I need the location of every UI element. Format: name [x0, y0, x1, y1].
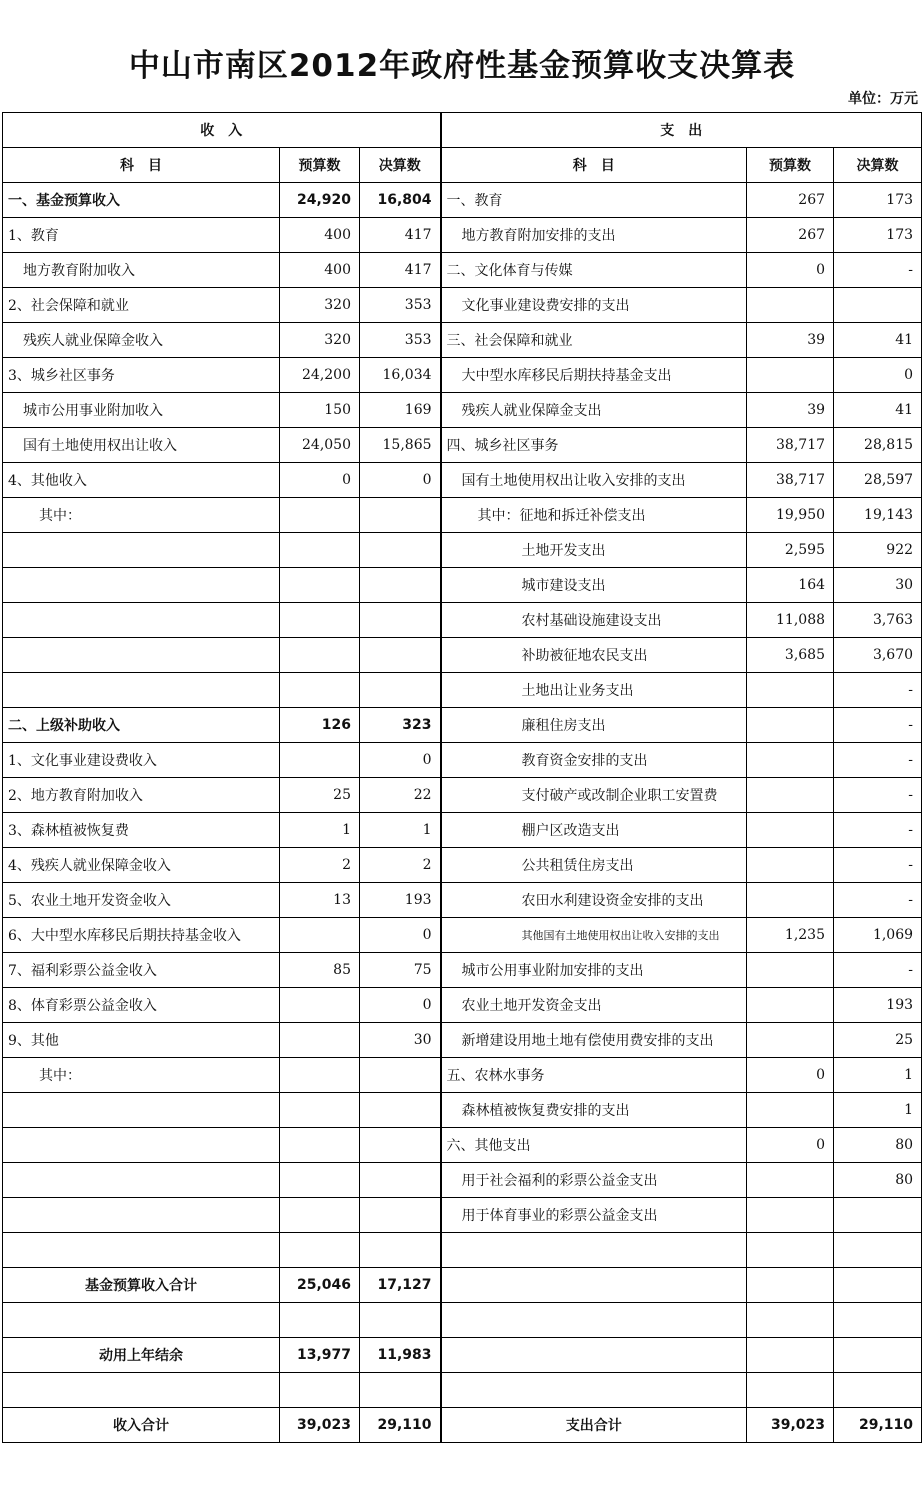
table-row [3, 533, 922, 568]
expense-budget-cell [747, 813, 834, 848]
income-final-cell: 75 [360, 953, 441, 988]
expense-item-cell: 其他国有土地使用权出让收入安排的支出 [441, 918, 747, 953]
expense-budget-cell: 39 [747, 323, 834, 358]
expense-item-cell [441, 1233, 747, 1268]
expense-item-cell: 地方教育附加安排的支出 [441, 218, 747, 253]
income-final-cell: 16,034 [360, 358, 441, 393]
table-row [3, 1338, 922, 1373]
table-row [3, 463, 922, 498]
expense-item-cell: 四、城乡社区事务 [441, 428, 747, 463]
expense-budget-cell [747, 953, 834, 988]
income-item-cell: 8、体育彩票公益金收入 [3, 988, 280, 1023]
income-item-cell: 城市公用事业附加收入 [3, 393, 280, 428]
expense-item-cell: 公共租赁住房支出 [441, 848, 747, 883]
income-item-cell [3, 533, 280, 568]
table-row [3, 358, 922, 393]
income-item-cell [3, 673, 280, 708]
income-col-final: 决算数 [360, 148, 441, 183]
income-final-cell [360, 1233, 441, 1268]
table-row [3, 638, 922, 673]
expense-item-cell: 廉租住房支出 [441, 708, 747, 743]
table-row [3, 1058, 922, 1093]
expense-budget-cell [747, 778, 834, 813]
income-budget-cell: 24,920 [280, 183, 360, 218]
income-item-cell [3, 638, 280, 673]
income-final-cell: 353 [360, 323, 441, 358]
expense-item-cell: 支出合计 [441, 1408, 747, 1443]
income-item-cell [3, 568, 280, 603]
expense-final-cell: 3,763 [834, 603, 922, 638]
expense-budget-cell [747, 848, 834, 883]
expense-item-cell [441, 1373, 747, 1408]
income-budget-cell: 13,977 [280, 1338, 360, 1373]
expense-budget-cell: 38,717 [747, 428, 834, 463]
expense-final-cell: - [834, 673, 922, 708]
income-item-cell: 9、其他 [3, 1023, 280, 1058]
income-item-cell [3, 1128, 280, 1163]
expense-item-cell: 农田水利建设资金安排的支出 [441, 883, 747, 918]
income-final-cell: 16,804 [360, 183, 441, 218]
expense-item-cell: 国有土地使用权出让收入安排的支出 [441, 463, 747, 498]
expense-budget-cell: 39 [747, 393, 834, 428]
page-title: 中山市南区2012年政府性基金预算收支决算表 [128, 48, 796, 84]
income-budget-cell: 126 [280, 708, 360, 743]
expense-final-cell: - [834, 883, 922, 918]
expense-budget-cell: 1,235 [747, 918, 834, 953]
income-item-cell: 4、残疾人就业保障金收入 [3, 848, 280, 883]
income-final-cell [360, 1198, 441, 1233]
expense-budget-cell [747, 1268, 834, 1303]
table-row [3, 673, 922, 708]
expense-final-cell: 30 [834, 568, 922, 603]
income-col-item: 科 目 [3, 148, 280, 183]
expense-budget-cell: 11,088 [747, 603, 834, 638]
income-budget-cell [280, 918, 360, 953]
income-final-cell [360, 1128, 441, 1163]
income-final-cell: 2 [360, 848, 441, 883]
income-final-cell: 30 [360, 1023, 441, 1058]
table-row [3, 1408, 922, 1443]
income-budget-cell: 320 [280, 288, 360, 323]
income-item-cell [3, 603, 280, 638]
expense-final-cell: 1 [834, 1058, 922, 1093]
expense-final-cell: 80 [834, 1163, 922, 1198]
income-final-cell: 22 [360, 778, 441, 813]
expense-final-cell: 0 [834, 358, 922, 393]
table-row [3, 1233, 922, 1268]
expense-final-cell [834, 1338, 922, 1373]
income-final-cell: 15,865 [360, 428, 441, 463]
table-row [3, 988, 922, 1023]
unit-label: 单位：万元 [848, 91, 918, 107]
income-budget-cell [280, 638, 360, 673]
expense-final-cell: 41 [834, 323, 922, 358]
table-row [3, 1373, 922, 1408]
income-item-cell: 6、大中型水库移民后期扶持基金收入 [3, 918, 280, 953]
table-row [3, 918, 922, 953]
expense-final-cell [834, 1268, 922, 1303]
expense-budget-cell [747, 1163, 834, 1198]
income-col-budget: 预算数 [280, 148, 360, 183]
section-header-row [3, 113, 922, 148]
income-item-cell [3, 1093, 280, 1128]
income-budget-cell [280, 1093, 360, 1128]
income-final-cell [360, 533, 441, 568]
income-item-cell: 收入合计 [3, 1408, 280, 1443]
income-item-cell: 2、社会保障和就业 [3, 288, 280, 323]
income-budget-cell: 25 [280, 778, 360, 813]
income-final-cell: 1 [360, 813, 441, 848]
table-row [3, 743, 922, 778]
table-row [3, 1093, 922, 1128]
table-row [3, 218, 922, 253]
expense-budget-cell [747, 708, 834, 743]
income-final-cell: 417 [360, 253, 441, 288]
expense-item-cell: 用于社会福利的彩票公益金支出 [441, 1163, 747, 1198]
income-item-cell [3, 1163, 280, 1198]
expense-final-cell [834, 1373, 922, 1408]
income-budget-cell [280, 603, 360, 638]
income-item-cell [3, 1303, 280, 1338]
expense-budget-cell [747, 1198, 834, 1233]
income-final-cell: 0 [360, 743, 441, 778]
income-budget-cell [280, 1023, 360, 1058]
income-final-cell [360, 498, 441, 533]
income-budget-cell: 0 [280, 463, 360, 498]
expense-final-cell [834, 1233, 922, 1268]
income-final-cell: 169 [360, 393, 441, 428]
expense-budget-cell [747, 673, 834, 708]
expense-final-cell: 193 [834, 988, 922, 1023]
income-budget-cell [280, 568, 360, 603]
income-item-cell: 1、文化事业建设费收入 [3, 743, 280, 778]
expense-budget-cell: 2,595 [747, 533, 834, 568]
expense-budget-cell: 0 [747, 1128, 834, 1163]
table-row [3, 1268, 922, 1303]
income-budget-cell: 1 [280, 813, 360, 848]
table-row [3, 1128, 922, 1163]
income-header: 收 入 [3, 113, 441, 148]
income-item-cell: 3、森林植被恢复费 [3, 813, 280, 848]
income-final-cell [360, 1093, 441, 1128]
expense-item-cell: 土地出让业务支出 [441, 673, 747, 708]
table-row [3, 883, 922, 918]
income-item-cell [3, 1373, 280, 1408]
table-row [3, 778, 922, 813]
income-final-cell [360, 673, 441, 708]
income-budget-cell: 2 [280, 848, 360, 883]
table-row [3, 253, 922, 288]
expense-budget-cell: 267 [747, 183, 834, 218]
table-row [3, 1163, 922, 1198]
income-item-cell: 国有土地使用权出让收入 [3, 428, 280, 463]
income-item-cell: 4、其他收入 [3, 463, 280, 498]
expense-final-cell: 19,143 [834, 498, 922, 533]
expense-final-cell: - [834, 253, 922, 288]
expense-final-cell [834, 1198, 922, 1233]
income-budget-cell [280, 1198, 360, 1233]
income-item-cell: 5、农业土地开发资金收入 [3, 883, 280, 918]
expense-budget-cell: 267 [747, 218, 834, 253]
expense-item-cell: 教育资金安排的支出 [441, 743, 747, 778]
table-row [3, 288, 922, 323]
table-row [3, 498, 922, 533]
income-item-cell: 动用上年结余 [3, 1338, 280, 1373]
table-row [3, 1198, 922, 1233]
income-budget-cell [280, 1128, 360, 1163]
income-item-cell: 2、地方教育附加收入 [3, 778, 280, 813]
expense-item-cell: 城市建设支出 [441, 568, 747, 603]
expense-item-cell: 棚户区改造支出 [441, 813, 747, 848]
income-budget-cell: 320 [280, 323, 360, 358]
table-row [3, 183, 922, 218]
expense-budget-cell: 0 [747, 1058, 834, 1093]
expense-header: 支 出 [441, 113, 922, 148]
table-row [3, 428, 922, 463]
expense-col-final: 决算数 [834, 148, 922, 183]
expense-budget-cell [747, 1023, 834, 1058]
income-budget-cell: 24,050 [280, 428, 360, 463]
table-row [3, 953, 922, 988]
expense-budget-cell [747, 743, 834, 778]
income-item-cell: 二、上级补助收入 [3, 708, 280, 743]
table-row [3, 393, 922, 428]
income-budget-cell [280, 1303, 360, 1338]
expense-final-cell: - [834, 778, 922, 813]
income-budget-cell [280, 1058, 360, 1093]
expense-final-cell: - [834, 953, 922, 988]
expense-item-cell: 新增建设用地土地有偿使用费安排的支出 [441, 1023, 747, 1058]
income-item-cell [3, 1233, 280, 1268]
income-budget-cell [280, 743, 360, 778]
income-item-cell: 其中： [3, 498, 280, 533]
expense-item-cell: 三、社会保障和就业 [441, 323, 747, 358]
expense-item-cell: 支付破产或改制企业职工安置费 [441, 778, 747, 813]
income-item-cell: 1、教育 [3, 218, 280, 253]
expense-item-cell: 残疾人就业保障金支出 [441, 393, 747, 428]
expense-budget-cell: 38,717 [747, 463, 834, 498]
expense-item-cell: 大中型水库移民后期扶持基金支出 [441, 358, 747, 393]
income-budget-cell [280, 1163, 360, 1198]
income-budget-cell: 150 [280, 393, 360, 428]
expense-budget-cell [747, 1373, 834, 1408]
expense-budget-cell: 164 [747, 568, 834, 603]
budget-table [2, 112, 922, 1443]
expense-final-cell: - [834, 813, 922, 848]
expense-budget-cell [747, 988, 834, 1023]
expense-final-cell: 25 [834, 1023, 922, 1058]
expense-final-cell: 1,069 [834, 918, 922, 953]
income-budget-cell [280, 1373, 360, 1408]
income-final-cell [360, 638, 441, 673]
income-item-cell [3, 1198, 280, 1233]
table-row [3, 848, 922, 883]
expense-item-cell: 五、农林水事务 [441, 1058, 747, 1093]
expense-final-cell: - [834, 848, 922, 883]
income-final-cell: 0 [360, 988, 441, 1023]
income-final-cell: 17,127 [360, 1268, 441, 1303]
expense-item-cell: 农业土地开发资金支出 [441, 988, 747, 1023]
expense-item-cell [441, 1268, 747, 1303]
expense-col-item: 科 目 [441, 148, 747, 183]
income-item-cell: 基金预算收入合计 [3, 1268, 280, 1303]
expense-final-cell: 173 [834, 183, 922, 218]
income-final-cell: 11,983 [360, 1338, 441, 1373]
income-budget-cell [280, 673, 360, 708]
income-budget-cell: 24,200 [280, 358, 360, 393]
table-row [3, 323, 922, 358]
income-final-cell: 417 [360, 218, 441, 253]
expense-budget-cell: 0 [747, 253, 834, 288]
income-final-cell: 0 [360, 918, 441, 953]
income-budget-cell: 39,023 [280, 1408, 360, 1443]
expense-item-cell: 一、教育 [441, 183, 747, 218]
income-budget-cell: 13 [280, 883, 360, 918]
expense-final-cell: 29,110 [834, 1408, 922, 1443]
expense-final-cell: 1 [834, 1093, 922, 1128]
expense-budget-cell [747, 288, 834, 323]
expense-item-cell [441, 1303, 747, 1338]
expense-item-cell: 六、其他支出 [441, 1128, 747, 1163]
income-final-cell [360, 603, 441, 638]
income-item-cell: 3、城乡社区事务 [3, 358, 280, 393]
income-final-cell [360, 1058, 441, 1093]
income-final-cell [360, 568, 441, 603]
expense-item-cell: 其中：征地和拆迁补偿支出 [441, 498, 747, 533]
expense-item-cell [441, 1338, 747, 1373]
expense-item-cell: 二、文化体育与传媒 [441, 253, 747, 288]
income-budget-cell: 400 [280, 218, 360, 253]
expense-final-cell: 80 [834, 1128, 922, 1163]
income-item-cell: 地方教育附加收入 [3, 253, 280, 288]
expense-final-cell: 28,597 [834, 463, 922, 498]
expense-final-cell: 3,670 [834, 638, 922, 673]
expense-item-cell: 森林植被恢复费安排的支出 [441, 1093, 747, 1128]
income-final-cell [360, 1373, 441, 1408]
expense-budget-cell [747, 1338, 834, 1373]
income-budget-cell: 400 [280, 253, 360, 288]
income-final-cell: 353 [360, 288, 441, 323]
expense-final-cell: 41 [834, 393, 922, 428]
income-budget-cell [280, 533, 360, 568]
expense-budget-cell: 39,023 [747, 1408, 834, 1443]
expense-final-cell: - [834, 743, 922, 778]
expense-budget-cell: 19,950 [747, 498, 834, 533]
table-row [3, 568, 922, 603]
expense-col-budget: 预算数 [747, 148, 834, 183]
income-final-cell: 29,110 [360, 1408, 441, 1443]
expense-budget-cell [747, 358, 834, 393]
income-final-cell [360, 1163, 441, 1198]
expense-item-cell: 土地开发支出 [441, 533, 747, 568]
table-row [3, 603, 922, 638]
income-final-cell: 323 [360, 708, 441, 743]
expense-item-cell: 用于体育事业的彩票公益金支出 [441, 1198, 747, 1233]
expense-budget-cell [747, 883, 834, 918]
income-final-cell: 0 [360, 463, 441, 498]
expense-item-cell: 农村基础设施建设支出 [441, 603, 747, 638]
income-item-cell: 其中： [3, 1058, 280, 1093]
expense-item-cell: 城市公用事业附加安排的支出 [441, 953, 747, 988]
income-budget-cell [280, 1233, 360, 1268]
expense-item-cell: 补助被征地农民支出 [441, 638, 747, 673]
income-final-cell: 193 [360, 883, 441, 918]
table-row [3, 1023, 922, 1058]
expense-budget-cell [747, 1093, 834, 1128]
column-header-row [3, 148, 922, 183]
table-row [3, 708, 922, 743]
income-item-cell: 7、福利彩票公益金收入 [3, 953, 280, 988]
expense-budget-cell [747, 1233, 834, 1268]
expense-budget-cell: 3,685 [747, 638, 834, 673]
expense-final-cell: 173 [834, 218, 922, 253]
expense-final-cell: - [834, 708, 922, 743]
income-budget-cell: 85 [280, 953, 360, 988]
expense-final-cell [834, 288, 922, 323]
expense-budget-cell [747, 1303, 834, 1338]
income-budget-cell [280, 988, 360, 1023]
expense-item-cell: 文化事业建设费安排的支出 [441, 288, 747, 323]
expense-final-cell [834, 1303, 922, 1338]
expense-final-cell: 28,815 [834, 428, 922, 463]
income-budget-cell: 25,046 [280, 1268, 360, 1303]
table-row [3, 1303, 922, 1338]
income-budget-cell [280, 498, 360, 533]
income-item-cell: 残疾人就业保障金收入 [3, 323, 280, 358]
income-final-cell [360, 1303, 441, 1338]
expense-final-cell: 922 [834, 533, 922, 568]
income-item-cell: 一、基金预算收入 [3, 183, 280, 218]
table-row [3, 813, 922, 848]
